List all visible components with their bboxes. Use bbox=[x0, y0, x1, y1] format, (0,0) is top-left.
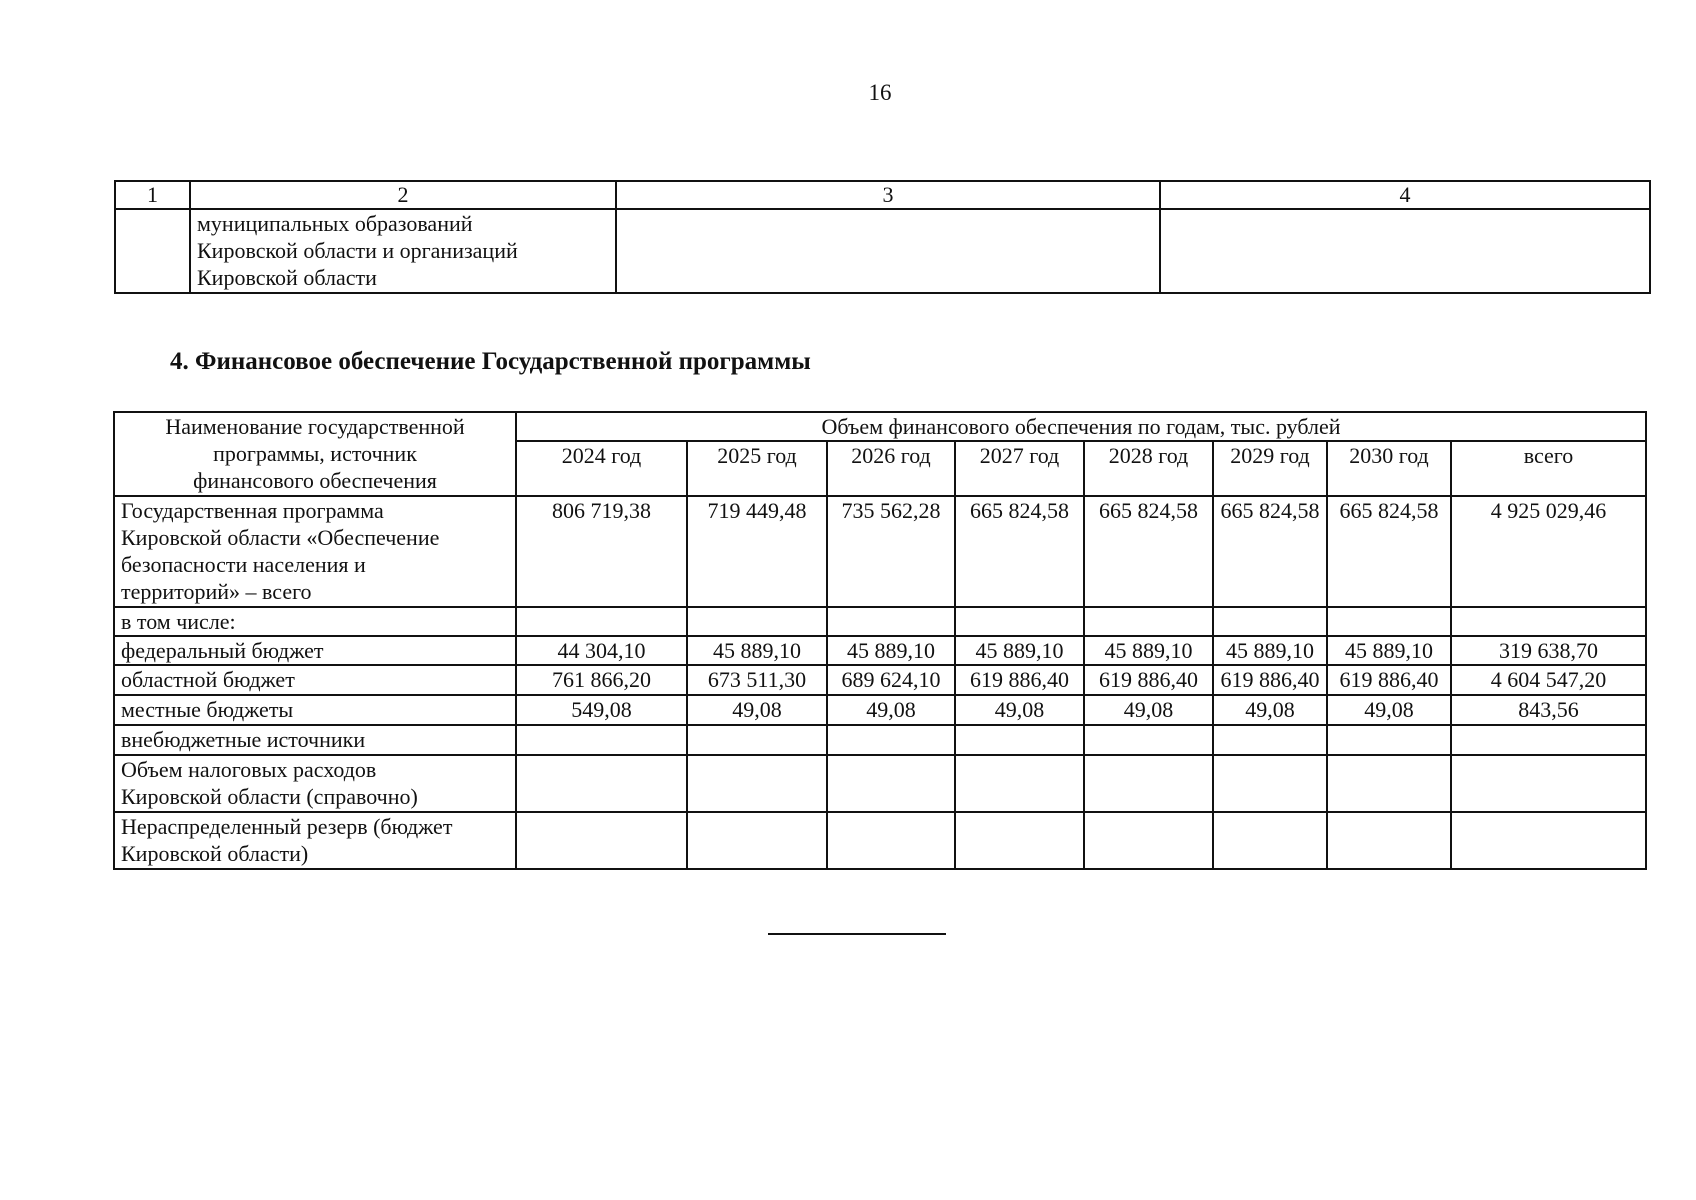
value-cell: 619 886,40 bbox=[1327, 665, 1451, 695]
text-line: муниципальных образований bbox=[197, 211, 473, 236]
text-line: Нераспределенный резерв (бюджет bbox=[121, 814, 453, 839]
value-cell: 549,08 bbox=[516, 695, 687, 725]
row-label bbox=[114, 812, 516, 869]
year-header-2026: 2026 год bbox=[827, 441, 955, 496]
value-cell: 689 624,10 bbox=[827, 665, 955, 695]
value-cell: 619 886,40 bbox=[955, 665, 1084, 695]
closing-rule bbox=[768, 933, 946, 935]
continuation-row bbox=[115, 209, 1650, 293]
value-cell: 45 889,10 bbox=[955, 636, 1084, 665]
value-cell bbox=[1451, 607, 1646, 636]
text-line: территорий» – всего bbox=[121, 579, 312, 604]
finance-table bbox=[113, 411, 1647, 870]
row-label: в том числе: bbox=[114, 607, 516, 636]
column-number-4: 4 bbox=[1160, 181, 1650, 209]
table-row bbox=[114, 755, 1646, 812]
text-line: финансового обеспечения bbox=[193, 468, 437, 493]
row-label: местные бюджеты bbox=[114, 695, 516, 725]
value-cell: 619 886,40 bbox=[1213, 665, 1327, 695]
text-line: программы, источник bbox=[213, 441, 417, 466]
value-cell: 44 304,10 bbox=[516, 636, 687, 665]
table-row bbox=[114, 665, 1646, 695]
value-cell: 665 824,58 bbox=[1327, 496, 1451, 607]
value-cell bbox=[955, 812, 1084, 869]
value-cell: 665 824,58 bbox=[1213, 496, 1327, 607]
value-cell bbox=[687, 755, 827, 812]
year-header-total: всего bbox=[1451, 441, 1646, 496]
text-line: Кировской области (справочно) bbox=[121, 784, 418, 809]
value-cell bbox=[827, 725, 955, 755]
value-cell bbox=[827, 812, 955, 869]
row-label: областной бюджет bbox=[114, 665, 516, 695]
value-cell: 665 824,58 bbox=[955, 496, 1084, 607]
value-cell: 619 886,40 bbox=[1084, 665, 1213, 695]
column-number-2: 2 bbox=[190, 181, 616, 209]
text-line: безопасности населения и bbox=[121, 552, 366, 577]
value-cell: 719 449,48 bbox=[687, 496, 827, 607]
value-cell bbox=[1213, 607, 1327, 636]
value-cell bbox=[516, 607, 687, 636]
continuation-cell-4 bbox=[1160, 209, 1650, 293]
row-label: внебюджетные источники bbox=[114, 725, 516, 755]
table-row bbox=[114, 725, 1646, 755]
value-cell: 49,08 bbox=[1327, 695, 1451, 725]
section-heading: 4. Финансовое обеспечение Государственной программы bbox=[170, 348, 811, 375]
value-cell bbox=[827, 607, 955, 636]
value-cell: 673 511,30 bbox=[687, 665, 827, 695]
value-cell: 4 604 547,20 bbox=[1451, 665, 1646, 695]
value-cell bbox=[1084, 607, 1213, 636]
text-line: Кировской области «Обеспечение bbox=[121, 525, 440, 550]
table-row bbox=[114, 636, 1646, 665]
table-row bbox=[114, 695, 1646, 725]
value-cell bbox=[1327, 755, 1451, 812]
row-label bbox=[114, 755, 516, 812]
value-cell bbox=[827, 755, 955, 812]
column-number-3: 3 bbox=[616, 181, 1160, 209]
value-cell bbox=[1327, 812, 1451, 869]
text-line: Кировской области) bbox=[121, 841, 309, 866]
value-cell: 45 889,10 bbox=[687, 636, 827, 665]
year-header-2025: 2025 год bbox=[687, 441, 827, 496]
continuation-header-row bbox=[115, 181, 1650, 209]
table-row bbox=[114, 812, 1646, 869]
value-cell: 45 889,10 bbox=[827, 636, 955, 665]
value-cell: 761 866,20 bbox=[516, 665, 687, 695]
value-cell bbox=[955, 607, 1084, 636]
continuation-cell-2 bbox=[190, 209, 616, 293]
name-header-cell bbox=[114, 412, 516, 496]
value-cell: 319 638,70 bbox=[1451, 636, 1646, 665]
text-line: Наименование государственной bbox=[165, 414, 465, 439]
value-cell bbox=[687, 607, 827, 636]
value-cell: 45 889,10 bbox=[1213, 636, 1327, 665]
table-row bbox=[114, 607, 1646, 636]
year-header-2028: 2028 год bbox=[1084, 441, 1213, 496]
continuation-cell-3 bbox=[616, 209, 1160, 293]
value-cell bbox=[955, 755, 1084, 812]
continuation-cell-1 bbox=[115, 209, 190, 293]
text-line: Кировской области bbox=[197, 265, 377, 290]
continuation-table bbox=[114, 180, 1651, 294]
value-cell bbox=[1451, 725, 1646, 755]
year-header-2024: 2024 год bbox=[516, 441, 687, 496]
column-number-1: 1 bbox=[115, 181, 190, 209]
value-cell: 45 889,10 bbox=[1084, 636, 1213, 665]
finance-header-row bbox=[114, 412, 1646, 441]
value-cell: 49,08 bbox=[1213, 695, 1327, 725]
value-cell bbox=[1451, 755, 1646, 812]
value-cell bbox=[516, 755, 687, 812]
value-cell bbox=[1213, 725, 1327, 755]
value-cell bbox=[516, 812, 687, 869]
value-cell bbox=[1451, 812, 1646, 869]
value-cell bbox=[687, 812, 827, 869]
value-cell bbox=[955, 725, 1084, 755]
row-label: федеральный бюджет bbox=[114, 636, 516, 665]
text-line: Государственная программа bbox=[121, 498, 384, 523]
value-cell bbox=[1084, 812, 1213, 869]
table-row bbox=[114, 496, 1646, 607]
value-cell: 4 925 029,46 bbox=[1451, 496, 1646, 607]
value-cell: 843,56 bbox=[1451, 695, 1646, 725]
text-line: Кировской области и организаций bbox=[197, 238, 518, 263]
value-cell: 665 824,58 bbox=[1084, 496, 1213, 607]
value-cell: 49,08 bbox=[1084, 695, 1213, 725]
value-cell bbox=[1084, 755, 1213, 812]
value-cell bbox=[1213, 812, 1327, 869]
value-cell bbox=[687, 725, 827, 755]
page-number: 16 bbox=[868, 80, 892, 105]
value-cell bbox=[1084, 725, 1213, 755]
value-cell: 49,08 bbox=[827, 695, 955, 725]
value-cell: 806 719,38 bbox=[516, 496, 687, 607]
value-cell bbox=[1327, 725, 1451, 755]
value-cell bbox=[516, 725, 687, 755]
value-cell: 45 889,10 bbox=[1327, 636, 1451, 665]
value-cell: 735 562,28 bbox=[827, 496, 955, 607]
row-label bbox=[114, 496, 516, 607]
year-header-2030: 2030 год bbox=[1327, 441, 1451, 496]
value-cell bbox=[1213, 755, 1327, 812]
value-cell: 49,08 bbox=[955, 695, 1084, 725]
year-header-2027: 2027 год bbox=[955, 441, 1084, 496]
year-header-2029: 2029 год bbox=[1213, 441, 1327, 496]
volume-header-cell: Объем финансового обеспечения по годам, тыс. рублей bbox=[516, 412, 1646, 441]
value-cell: 49,08 bbox=[687, 695, 827, 725]
text-line: Объем налоговых расходов bbox=[121, 757, 377, 782]
value-cell bbox=[1327, 607, 1451, 636]
